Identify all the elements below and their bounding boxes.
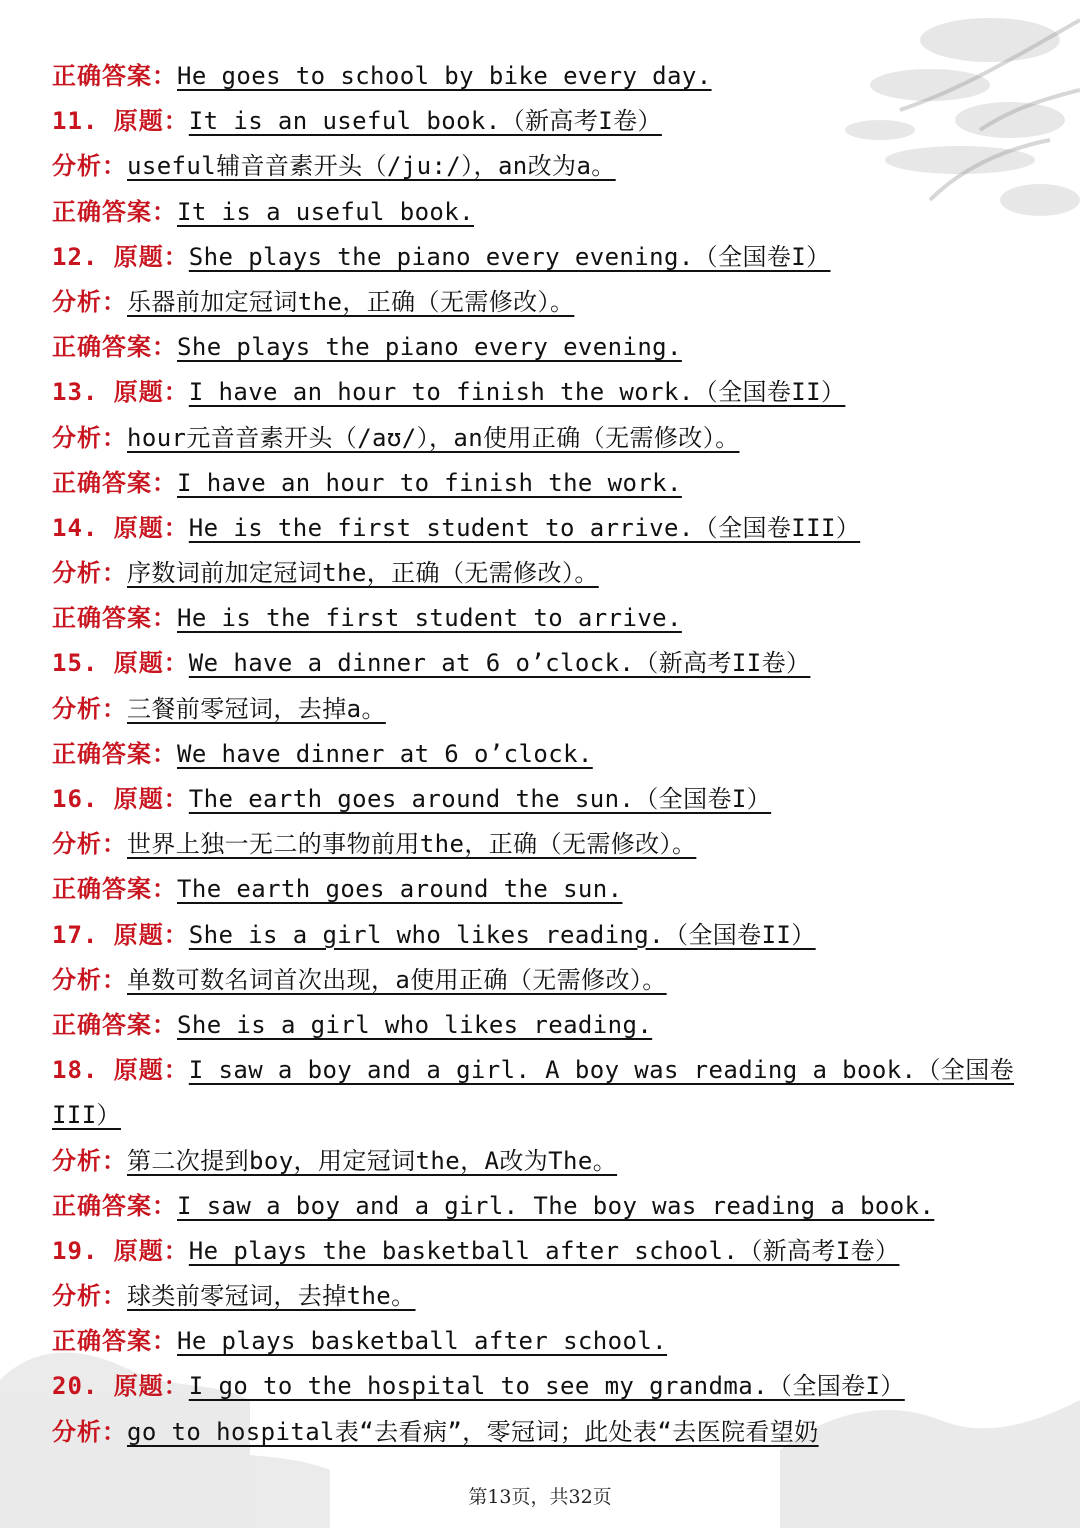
line-text: go to hospital表“去看病”，零冠词；此处表“去医院看望奶 [127,1417,819,1446]
line-text: hour元音音素开头（/aʊ/），an使用正确（无需修改）。 [127,423,740,452]
line-label: 正确答案： [52,604,177,633]
line-text: She plays the piano every evening.（全国卷I） [188,242,831,271]
line-label: 正确答案： [52,333,177,362]
page-number: 第13页，共32页 [468,1486,612,1508]
line-label: 14. 原题： [52,513,189,542]
line-23 [52,1048,1027,1138]
line-5 [52,235,1027,280]
line-24 [52,1139,1027,1184]
line-text: He goes to school by bike every day. [177,62,712,90]
line-label: 分析： [52,1282,127,1311]
line-label: 分析： [52,152,127,181]
line-text: 三餐前零冠词，去掉a。 [127,694,386,723]
line-label: 13. 原题： [52,378,189,407]
line-label: 分析： [52,1146,127,1175]
line-6 [52,280,1027,325]
line-text: She plays the piano every evening. [177,333,682,362]
line-text: 单数可数名词首次出现，a使用正确（无需修改）。 [127,965,667,994]
answer-list [52,54,1027,1455]
line-label: 分析： [52,287,127,316]
line-label: 正确答案： [52,875,177,904]
line-3 [52,144,1027,189]
line-label: 19. 原题： [52,1236,189,1265]
line-1 [52,54,1027,99]
line-text: The earth goes around the sun.（全国卷I） [188,785,772,813]
line-21 [52,958,1027,1003]
line-label: 分析： [52,423,127,452]
line-2 [52,99,1027,144]
line-text: 序数词前加定冠词the，正确（无需修改）。 [127,559,599,588]
line-text: I have an hour to finish the work.（全国卷II） [188,378,846,407]
line-label: 正确答案： [52,1327,177,1356]
line-label: 正确答案： [52,1191,177,1220]
line-text: The earth goes around the sun. [177,875,623,904]
line-16 [52,732,1027,777]
line-14 [52,641,1027,686]
line-label: 17. 原题： [52,920,189,949]
line-17 [52,777,1027,822]
line-15 [52,687,1027,732]
line-label: 11. 原题： [52,107,189,136]
line-text: We have a dinner at 6 o’clock.（新高考II卷） [188,649,811,678]
line-26 [52,1229,1027,1274]
line-label: 分析： [52,694,127,723]
line-11 [52,506,1027,551]
line-19 [52,867,1027,912]
line-4 [52,190,1027,235]
line-label: 15. 原题： [52,649,189,678]
line-text: He is the first student to arrive. [177,604,682,633]
line-label: 正确答案： [52,1010,177,1039]
line-text: He is the first student to arrive.（全国卷III） [188,513,861,542]
line-7 [52,325,1027,370]
line-22 [52,1003,1027,1048]
line-label: 正确答案： [52,468,177,497]
line-text: She is a girl who likes reading. [177,1010,653,1039]
line-text: useful辅音音素开头（/ju:/），an改为a。 [127,152,616,181]
line-text: 第二次提到boy，用定冠词the，A改为The。 [127,1146,618,1175]
line-text: 球类前零冠词，去掉the。 [127,1282,416,1311]
line-text: It is an useful book.（新高考I卷） [188,107,662,136]
line-label: 20. 原题： [52,1372,189,1401]
line-text: He plays the basketball after school.（新高考I卷） [188,1236,900,1265]
line-18 [52,822,1027,867]
line-text: 世界上独一无二的事物前用the，正确（无需修改）。 [127,830,697,859]
line-label: 分析： [52,1417,127,1446]
line-text: I go to the hospital to see my grandma.（全国卷I） [188,1372,905,1401]
line-29 [52,1364,1027,1409]
line-30 [52,1410,1027,1455]
line-label: 正确答案： [52,197,177,226]
line-label: 正确答案： [52,62,177,90]
line-9 [52,416,1027,461]
line-text: I have an hour to finish the work. [177,468,682,497]
line-label: 18. 原题： [52,1056,189,1085]
line-label: 16. 原题： [52,785,189,813]
line-20 [52,913,1027,958]
line-label: 12. 原题： [52,242,189,271]
line-text: It is a useful book. [177,197,474,226]
line-label: 正确答案： [52,739,177,768]
line-text: We have dinner at 6 o’clock. [177,739,593,768]
line-28 [52,1319,1027,1364]
line-13 [52,596,1027,641]
line-27 [52,1274,1027,1319]
line-text: She is a girl who likes reading.（全国卷II） [188,920,816,949]
line-text: He plays basketball after school. [177,1327,668,1356]
line-label: 分析： [52,965,127,994]
line-text: 乐器前加定冠词the，正确（无需修改）。 [127,287,575,316]
line-label: 分析： [52,830,127,859]
line-text: I saw a boy and a girl. A boy was reading a book.（全国卷III） [52,1056,1015,1130]
line-8 [52,370,1027,415]
line-text: I saw a boy and a girl. The boy was reading a book. [177,1191,935,1220]
line-label: 分析： [52,559,127,588]
line-12 [52,551,1027,596]
line-25 [52,1184,1027,1229]
line-10 [52,461,1027,506]
